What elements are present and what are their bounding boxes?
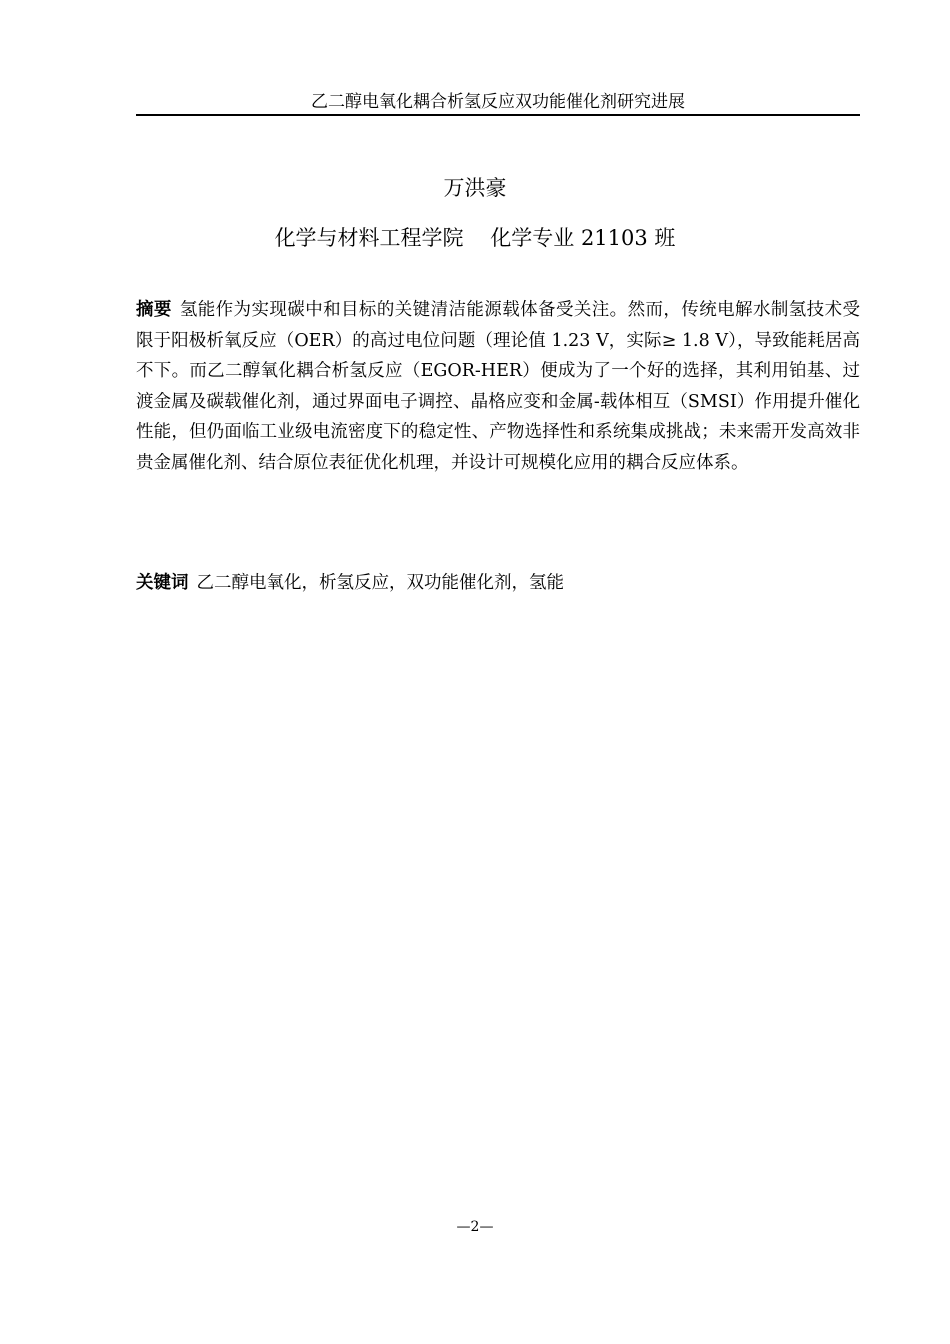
keywords-text: 乙二醇电氧化，析氢反应，双功能催化剂，氢能 <box>196 573 564 593</box>
abstract-label: 摘要 <box>136 300 172 320</box>
page-number: —2— <box>456 1219 494 1235</box>
author-affiliation: 化学与材料工程学院 化学专业 21103 班 <box>274 226 676 250</box>
running-header: 乙二醇电氧化耦合析氢反应双功能催化剂研究进展 <box>136 90 860 116</box>
abstract-paragraph <box>136 295 860 478</box>
keywords-label: 关键词 <box>136 573 189 593</box>
abstract-text: 氢能作为实现碳中和目标的关键清洁能源载体备受关注。然而，传统电解水制氢技术受限于阳极析氧反应（OER）的高过电位问题（理论值 1.23 V，实际≥ 1.8 V），导致能耗居高不下。而乙二醇氧化耦合析氢反应（EGOR-HER）便成为了一个好的选择，其利用铂基、过渡金属及碳载催化剂，通过界面电子调控、晶格应变和金属-载体相互（SMSI）作用提升催化性能，但仍面临工业级电流密度下的稳定性、产物选择性和系统集成挑战；未来需开发高效非贵金属催化剂、结合原位表征优化机理，并设计可规模化应用的耦合反应体系。 <box>136 300 861 473</box>
keywords-paragraph <box>136 568 860 598</box>
author-name: 万洪豪 <box>443 176 507 200</box>
